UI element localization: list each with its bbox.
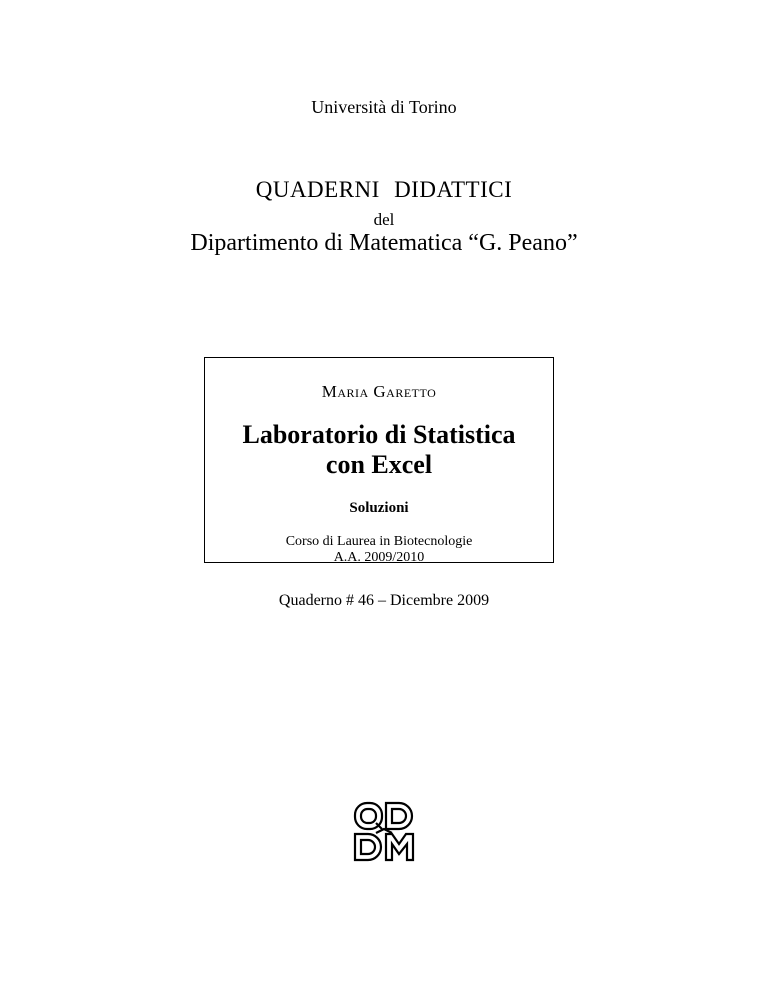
course-info — [205, 534, 553, 566]
issue-info: Quaderno # 46 – Dicembre 2009 — [278, 592, 490, 609]
series-title: QUADERNI DIDATTICI — [255, 177, 513, 202]
title-box — [204, 357, 554, 563]
book-title-line-1: Laboratorio di Statistica — [242, 420, 516, 449]
department-name: Dipartimento di Matematica “G. Peano” — [190, 230, 578, 256]
course-name: Corso di Laurea in Biotecnologie — [285, 534, 473, 549]
university-name: Università di Torino — [311, 97, 457, 117]
book-title — [205, 420, 553, 480]
book-title-line-2: con Excel — [325, 450, 433, 479]
author-name: Maria Garetto — [321, 382, 437, 401]
academic-year: A.A. 2009/2010 — [333, 550, 425, 565]
series-preposition: del — [373, 210, 395, 229]
book-subtitle: Soluzioni — [349, 500, 409, 516]
qddm-logo-icon — [352, 800, 416, 862]
